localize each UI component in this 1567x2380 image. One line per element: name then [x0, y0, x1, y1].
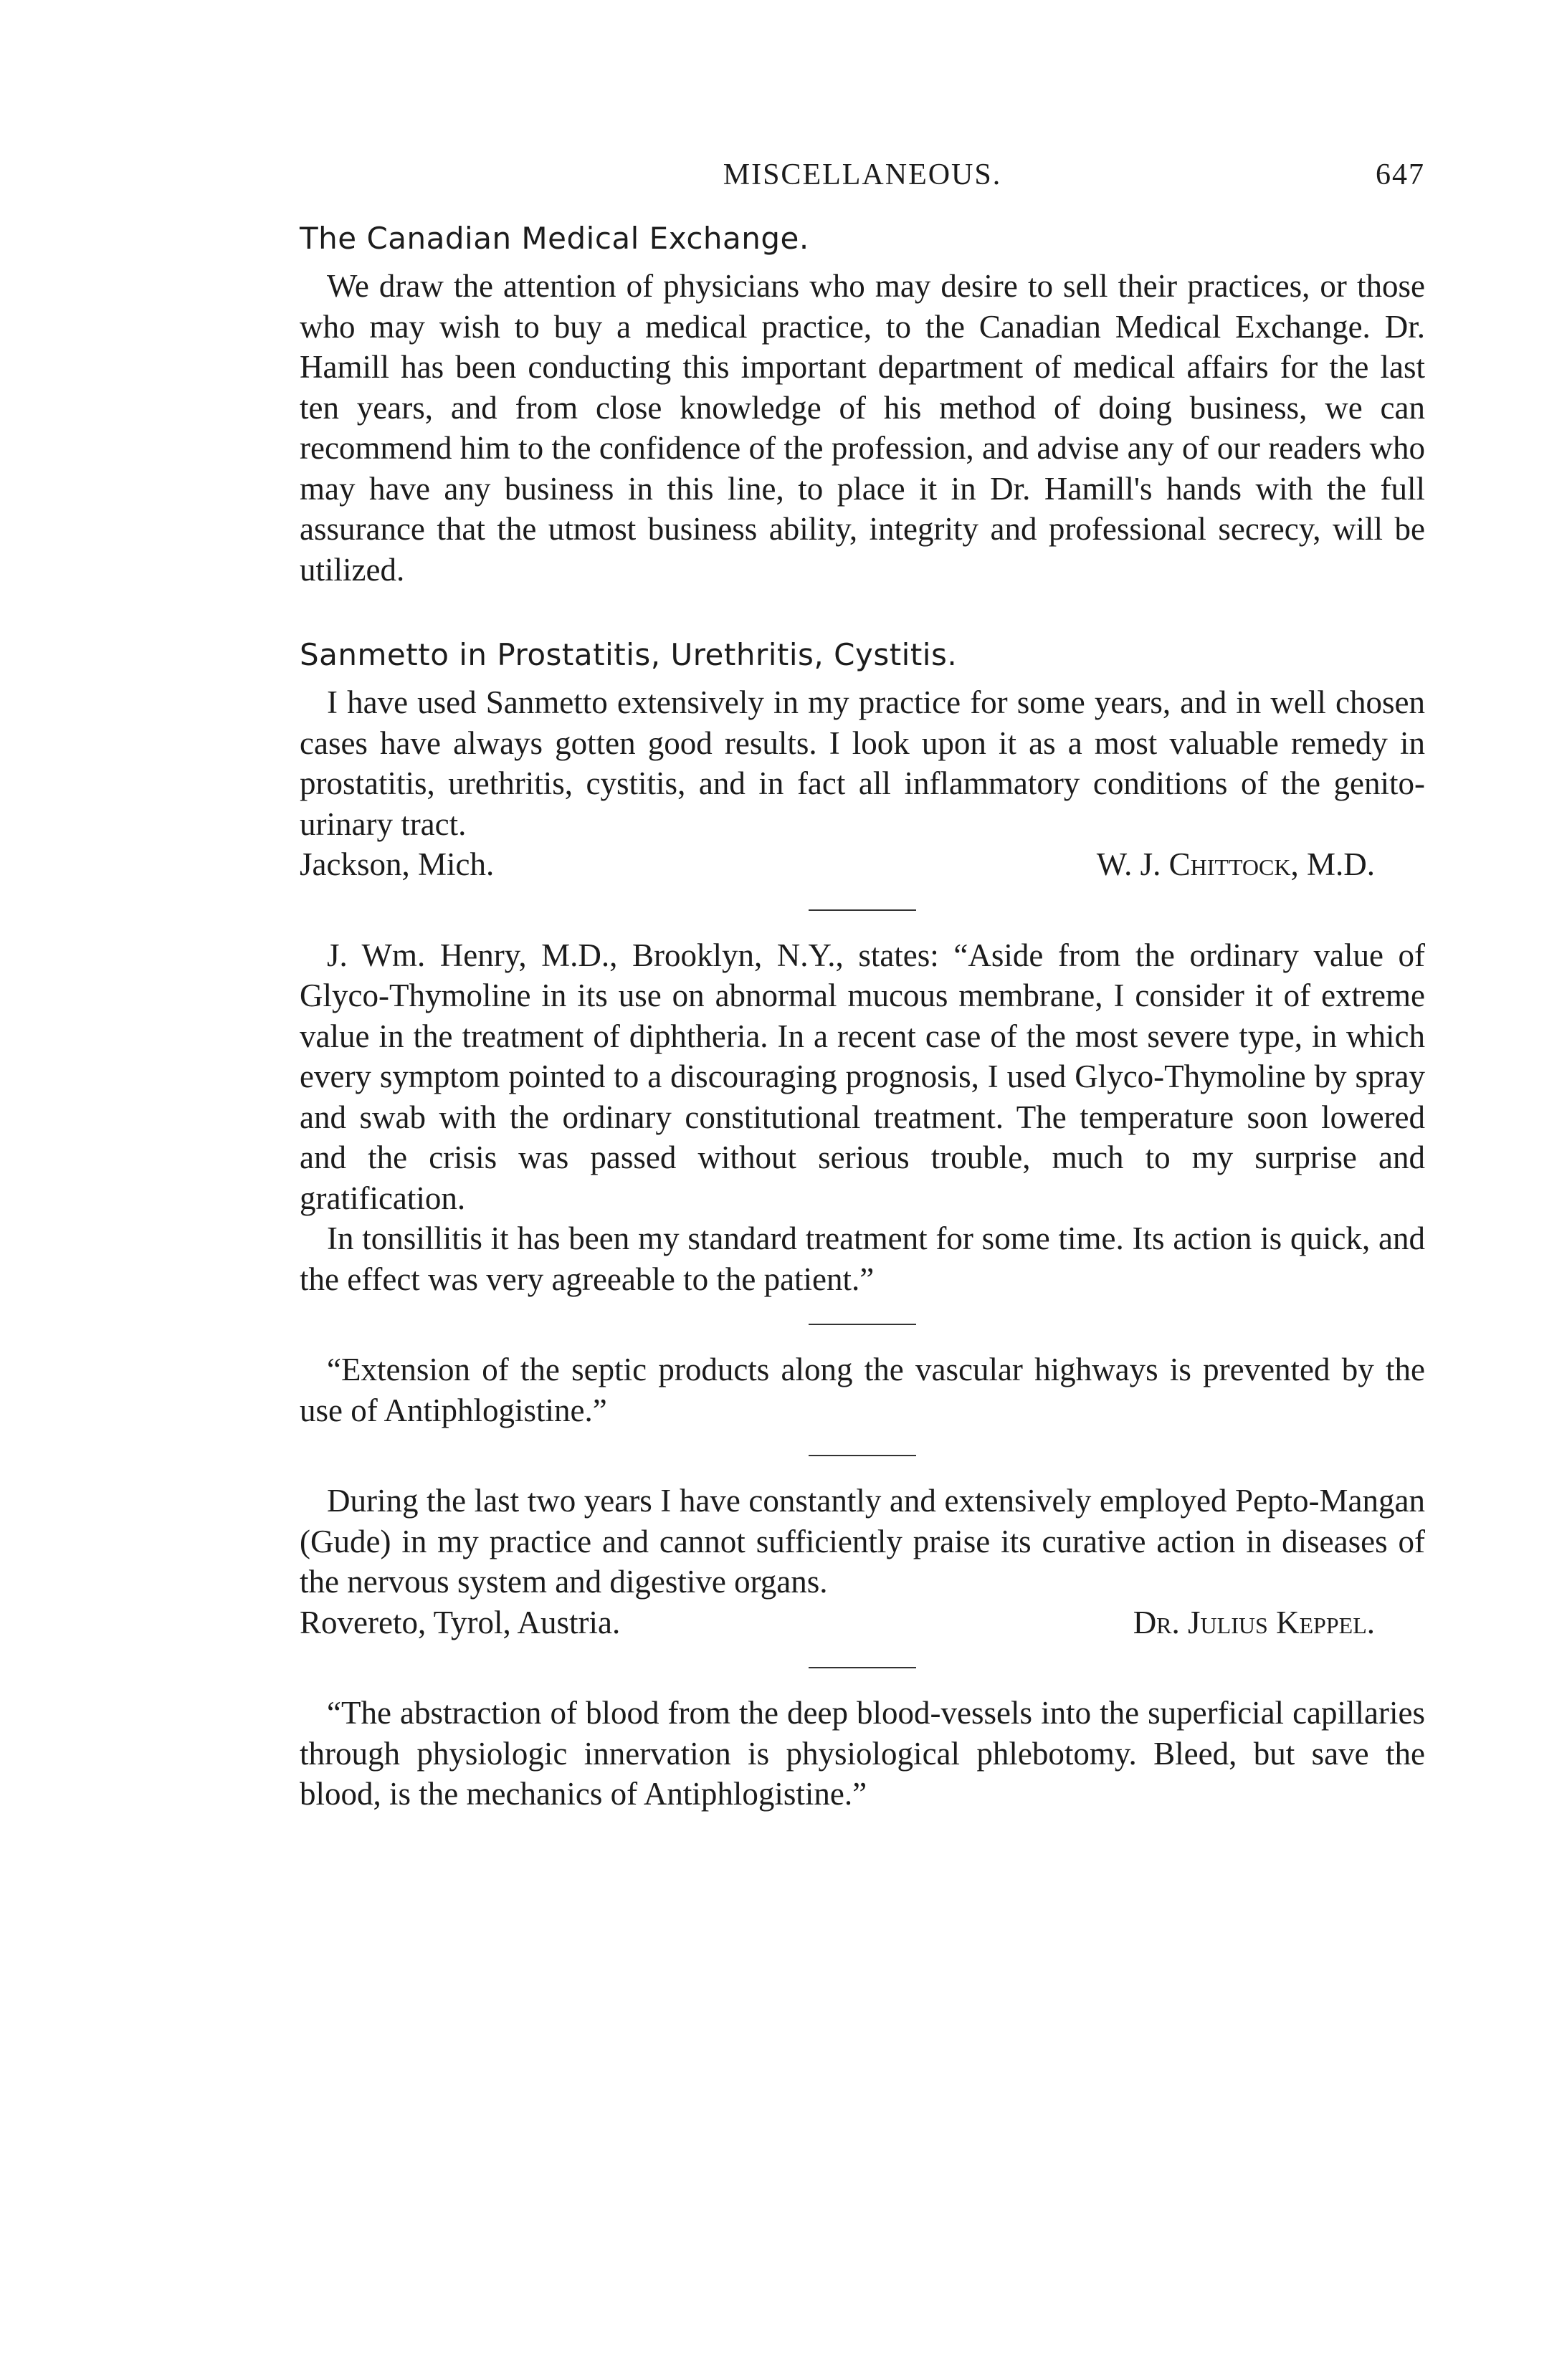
section-divider [809, 1667, 916, 1668]
running-header [300, 143, 1425, 208]
signature-line [300, 1602, 1425, 1643]
section-canadian-medical-exchange [300, 221, 1425, 590]
section-glyco-thymoline [300, 935, 1425, 1300]
signature-name: Dr. Julius Keppel. [1133, 1604, 1375, 1640]
page [300, 143, 1425, 1815]
section-phlebotomy-quote [300, 1693, 1425, 1815]
section-paragraph: “The abstraction of blood from the deep blood-vessels into the superficial capillaries through physiologic innervation is physiological phlebotomy. Bleed, but save the blood, is the mechanics of Antiphlogistine.” [300, 1695, 1425, 1812]
signature-line [300, 844, 1425, 885]
spacer [300, 590, 1425, 624]
section-antiphlogistine-quote [300, 1349, 1425, 1430]
section-sanmetto [300, 637, 1425, 885]
section-paragraph: J. Wm. Henry, M.D., Brooklyn, N.Y., states: “Aside from the ordinary value of Glyco-Thymoline in its use on abnormal mucous membrane, I consider it of extreme value in the treatment of diphtheria. In a recent case of the most severe type, in which every symptom pointed to a discouraging prognosis, I used Glyco-Thymoline by spray and swab with the ordinary constitutional treatment. The temperature soon lowered and the crisis was passed without serious trouble, much to my surprise and gratification. [300, 937, 1425, 1216]
section-paragraph: We draw the attention of physicians who may desire to sell their practices, or those who may wish to buy a medical practice, to the Canadian Medical Exchange. Dr. Hamill has been conducting this important department of medical affairs for the last ten years, and from close knowledge of his method of doing business, we can recommend him to the confidence of the profession, and advise any of our readers who may have any business in this line, to place it in Dr. Hamill's hands with the full assurance that the utmost business ability, integrity and professional secrecy, will be utilized. [300, 268, 1425, 588]
section-paragraph: During the last two years I have constantly and extensively employed Pepto-Mangan (Gude) in my practice and cannot sufficiently praise its curative action in diseases of the nervous system and digestive organs. [300, 1483, 1425, 1600]
section-paragraph: “Extension of the septic products along the vascular highways is prevented by the use of Antiphlogistine.” [300, 1352, 1425, 1428]
signature-place: Rovereto, Tyrol, Austria. [300, 1604, 621, 1640]
signature-place: Jackson, Mich. [300, 846, 495, 882]
running-title: MISCELLANEOUS. [723, 158, 1002, 191]
section-pepto-mangan [300, 1481, 1425, 1643]
signature-name: W. J. Chittock, M.D. [1096, 846, 1375, 882]
section-paragraph: In tonsillitis it has been my standard treatment for some time. Its action is quick, and the effect was very agreeable to the patient.” [300, 1220, 1425, 1297]
page-number: 647 [1376, 158, 1425, 191]
section-paragraph: I have used Sanmetto extensively in my practice for some years, and in well chosen cases have always gotten good results. I look upon it as a most valuable remedy in prostatitis, urethritis, cystitis, and in fact all inflammatory conditions of the genito-urinary tract. [300, 684, 1425, 842]
section-heading: Sanmetto in Prostatitis, Urethritis, Cystitis. [300, 637, 958, 672]
section-divider [809, 1324, 916, 1325]
section-divider [809, 909, 916, 911]
section-divider [809, 1455, 916, 1456]
section-heading: The Canadian Medical Exchange. [300, 221, 809, 256]
